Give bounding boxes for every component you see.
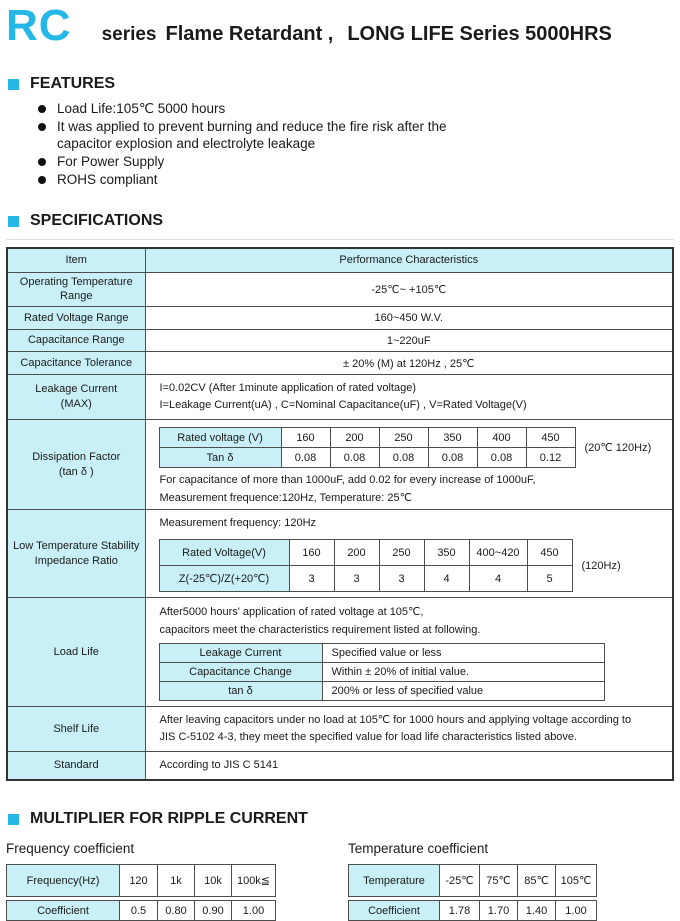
impedance-table-wrap	[159, 539, 673, 592]
value-cell	[145, 598, 673, 707]
item-cell: Capacitance Range	[7, 330, 145, 352]
spec-row-rated-voltage	[7, 307, 673, 330]
frequency-coefficient-title: Frequency coefficient	[6, 841, 135, 857]
bullet-icon	[38, 176, 46, 184]
bullet-icon	[38, 158, 46, 166]
spec-row-operating-temperature	[7, 272, 673, 307]
temperature-coefficient-title: Temperature coefficient	[348, 841, 489, 857]
bullet-icon	[38, 105, 46, 113]
spec-row-capacitance-range	[7, 330, 673, 352]
multiplier-heading	[8, 810, 674, 828]
dissipation-note: Measurement frequence:120Hz, Temperature: 25℃	[159, 492, 412, 505]
item-cell: Dissipation Factor (tan δ )	[7, 420, 145, 510]
load-life-intro: After5000 hours' application of rated voltage at 105℃,	[159, 606, 424, 619]
item-cell: Capacitance Tolerance	[7, 352, 145, 375]
item-cell: Operating Temperature Range	[7, 272, 145, 307]
temperature-coefficient-block	[348, 841, 597, 921]
section-marker-icon	[8, 79, 19, 90]
temperature-header-row: Temperature -25℃ 75℃ 85℃ 105℃	[348, 864, 597, 897]
item-cell: Low Temperature Stability Impedance Ratio	[7, 510, 145, 598]
item-cell: Standard	[7, 752, 145, 781]
column-header-performance: Performance Characteristics	[145, 248, 673, 272]
test-condition: (120Hz)	[581, 559, 621, 572]
multiplier-heading-label: MULTIPLIER FOR RIPPLE CURRENT	[30, 810, 308, 828]
temperature-coefficient-table	[348, 864, 597, 921]
rated-voltage-row: Rated Voltage(V) 160 200 250 350 400~420 450	[159, 540, 572, 566]
features-list	[38, 100, 674, 188]
load-life-table-wrap	[159, 643, 673, 701]
value-cell	[145, 375, 673, 420]
value-cell: ± 20% (M) at 120Hz , 25℃	[145, 352, 673, 375]
temperature-coefficient-row: Coefficient 1.78 1.70 1.40 1.00	[348, 900, 597, 921]
value-cell	[145, 420, 673, 510]
specifications-table	[6, 247, 674, 781]
value-cell: -25℃~ +105℃	[145, 272, 673, 307]
load-life-table	[159, 643, 605, 701]
row-header-cell: Coefficient	[7, 901, 119, 920]
item-cell: Rated Voltage Range	[7, 307, 145, 330]
dissipation-note: For capacitance of more than 1000uF, add 0.02 for every increase of 1000uF,	[159, 474, 536, 487]
section-marker-icon	[8, 814, 19, 825]
page-title	[6, 1, 674, 54]
frequency-header-row: Frequency(Hz) 120 1k 10k 100k≦	[6, 864, 276, 897]
shelf-life-text: After leaving capacitors under no load at 105℃ for 1000 hours and applying voltage according to	[159, 713, 632, 726]
load-life-intro: capacitors meet the characteristics requirement listed at following.	[159, 624, 481, 637]
test-condition: (20℃ 120Hz)	[584, 442, 652, 455]
spec-row-capacitance-tolerance	[7, 352, 673, 375]
measurement-note: Measurement frequency: 120Hz	[159, 517, 317, 530]
item-cell: Load Life	[7, 598, 145, 707]
features-heading-label: FEATURES	[30, 75, 116, 92]
feature-item: Load Life:105℃ 5000 hours	[38, 100, 674, 117]
value-cell: According to JIS C 5141	[145, 752, 673, 781]
bullet-icon	[38, 123, 46, 131]
specifications-heading	[8, 212, 674, 230]
item-cell: Leakage Current (MAX)	[7, 375, 145, 420]
row-header-cell: Temperature	[349, 865, 439, 896]
features-section	[6, 75, 674, 188]
value-cell: 1~220uF	[145, 330, 673, 352]
value-cell	[145, 510, 673, 598]
spec-row-low-temperature-stability	[7, 510, 673, 598]
section-marker-icon	[8, 216, 19, 227]
impedance-ratio-row: Z(-25℃)/Z(+20℃) 3 3 3 4 4 5	[159, 566, 572, 592]
spec-row-leakage-current	[7, 375, 673, 420]
rated-voltage-row: Rated voltage (V) 160 200 250 350 400 450	[159, 428, 575, 448]
series-word: series	[101, 24, 157, 45]
features-heading	[8, 75, 674, 93]
divider	[6, 239, 674, 240]
column-header-item: Item	[7, 248, 145, 272]
multiplier-section	[6, 810, 674, 921]
series-code: RC	[6, 1, 72, 50]
coefficient-tables	[6, 841, 674, 921]
leakage-definitions: I=Leakage Current(uA) , C=Nominal Capacitance(uF) , V=Rated Voltage(V)	[159, 399, 527, 412]
frequency-coefficient-row: Coefficient 0.5 0.80 0.90 1.00	[6, 900, 276, 921]
load-life-row: Leakage Current Specified value or less	[159, 643, 604, 662]
load-life-row: tan δ 200% or less of specified value	[159, 681, 604, 700]
dissipation-factor-table	[159, 427, 576, 468]
frequency-coefficient-table	[6, 864, 276, 921]
value-cell	[145, 706, 673, 751]
specifications-heading-label: SPECIFICATIONS	[30, 212, 164, 229]
item-cell: Shelf Life	[7, 706, 145, 751]
title-flame-retardant: Flame Retardant ,	[165, 23, 334, 45]
spec-row-dissipation-factor	[7, 420, 673, 510]
spec-row-standard	[7, 752, 673, 781]
row-header-cell: Frequency(Hz)	[7, 865, 119, 896]
specifications-section	[6, 212, 674, 781]
spec-row-shelf-life	[7, 706, 673, 751]
title-long-life: LONG LIFE Series 5000HRS	[347, 23, 612, 45]
dissipation-table-wrap	[159, 427, 673, 468]
spec-header-row	[7, 248, 673, 272]
impedance-ratio-table	[159, 539, 573, 592]
feature-item: It was applied to prevent burning and reduce the fire risk after the capacitor explosion and electrolyte leakage	[38, 118, 674, 152]
feature-item: For Power Supply	[38, 153, 674, 170]
spec-row-load-life	[7, 598, 673, 707]
value-cell: 160~450 W.V.	[145, 307, 673, 330]
leakage-formula: I=0.02CV (After 1minute application of rated voltage)	[159, 382, 417, 395]
frequency-coefficient-block	[6, 841, 276, 921]
tan-delta-row: Tan δ 0.08 0.08 0.08 0.08 0.08 0.12	[159, 448, 575, 468]
feature-item: ROHS compliant	[38, 171, 674, 188]
shelf-life-text: JIS C-5102 4-3, they meet the specified value for load life characteristics listed above.	[159, 731, 578, 744]
load-life-row: Capacitance Change Within ± 20% of initial value.	[159, 662, 604, 681]
row-header-cell: Coefficient	[349, 901, 439, 920]
